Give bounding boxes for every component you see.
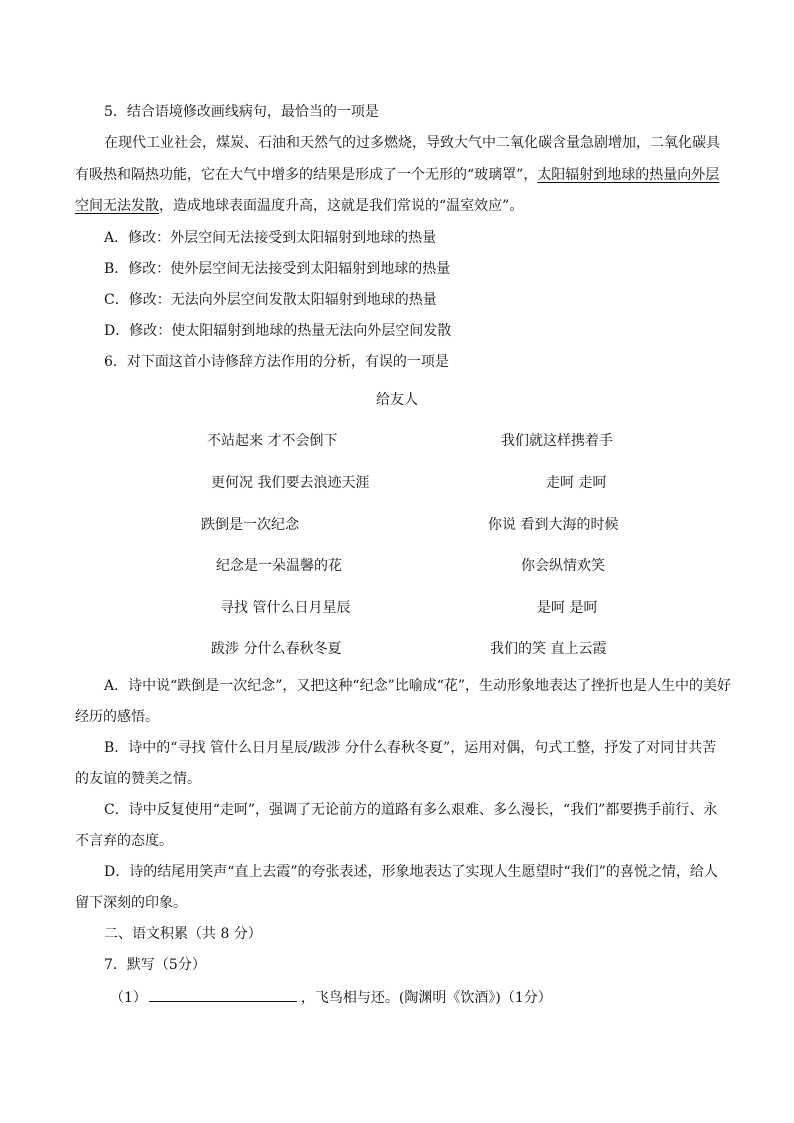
q7-item-text: ，飞鸟相与还。(陶渊明《饮酒》)（1分） — [300, 990, 552, 1006]
q5-passage-line-2 — [75, 166, 719, 184]
poem-title: 给友人 — [376, 392, 418, 408]
q5-option-a: A．修改：外层空间无法接受到太阳辐射到地球的热量 — [104, 230, 437, 246]
q6-option-d-line-1: D．诗的结尾用笑声“直上去霞”的夸张表述，形象地表达了实现人生愿望时“我们”的喜悦之情，给人 — [104, 864, 718, 880]
section-heading: 二、语文积累（共 8 分） — [104, 926, 262, 942]
poem-right-line: 我们就这样携着手 — [501, 433, 613, 449]
poem-right-line: 走呵 走呵 — [546, 475, 607, 491]
q6-option-b-line-1: B．诗中的“寻找 管什么日月星辰/跋涉 分什么春秋冬夏”，运用对偶，句式工整，抒发了对同甘共苦 — [104, 740, 717, 756]
poem-left-line: 不站起来 才不会倒下 — [207, 433, 338, 449]
q7-item-1 — [110, 987, 552, 1007]
q5-passage-text: ，造成地球表面温度升高，这就是我们常说的“温室效应”。 — [159, 198, 524, 214]
q5-passage-line-1: 在现代工业社会，煤炭、石油和天然气的过多燃烧，导致大气中二氧化碳含量急剧增加，二氧化碳具 — [104, 135, 720, 151]
q5-option-c: C．修改：无法向外层空间发散太阳辐射到地球的热量 — [104, 292, 437, 308]
q6-option-c-line-2: 不言弃的态度。 — [75, 833, 173, 849]
q6-option-d-line-2: 留下深刻的印象。 — [75, 895, 187, 911]
poem-right-line: 你说 看到大海的时候 — [488, 517, 619, 533]
poem-left-line: 寻找 管什么日月星辰 — [220, 600, 351, 616]
q5-option-b: B．修改：使外层空间无法接受到太阳辐射到地球的热量 — [104, 261, 451, 277]
q5-underlined-sentence-part-1: 太阳辐射到地球的热量向外层 — [537, 167, 720, 183]
q5-passage-line-3 — [75, 197, 523, 215]
poem-left-line: 纪念是一朵温馨的花 — [216, 558, 342, 574]
q7-item-number: （1） — [110, 990, 147, 1006]
poem-left-line: 跋涉 分什么春秋冬夏 — [211, 641, 342, 657]
q5-stem: 5．结合语境修改画线病句，最恰当的一项是 — [104, 104, 379, 120]
q6-option-b-line-2: 的友谊的赞美之情。 — [75, 771, 201, 787]
poem-left-line: 更何况 我们要去浪迹天涯 — [211, 475, 370, 491]
poem-right-line: 我们的笑 直上云霞 — [490, 641, 607, 657]
q6-stem: 6．对下面这首小诗修辞方法作用的分析，有误的一项是 — [104, 354, 449, 370]
q5-underlined-sentence-part-2: 空间无法发散 — [75, 198, 159, 214]
poem-right-line: 是呵 是呵 — [537, 600, 598, 616]
poem-left-line: 跌倒是一次纪念 — [201, 517, 299, 533]
poem-right-line: 你会纵情欢笑 — [521, 558, 605, 574]
q6-option-a-line-2: 经历的感悟。 — [75, 709, 159, 725]
q6-option-a-line-1: A．诗中说“跌倒是一次纪念”，又把这种“纪念”比喻成“花”，生动形象地表达了挫折也是人生中的美好 — [104, 678, 732, 694]
q5-passage-text: 有吸热和隔热功能，它在大气中增多的结果是形成了一个无形的“玻璃罩”， — [75, 167, 538, 183]
q5-option-d: D．修改：使太阳辐射到地球的热量无法向外层空间发散 — [104, 323, 452, 339]
q6-option-c-line-1: C．诗中反复使用“走呵”，强调了无论前方的道路有多么艰难、多么漫长，“我们”都要携手前行、永 — [104, 802, 718, 818]
q7-stem: 7．默写（5分） — [104, 957, 206, 973]
fill-in-blank[interactable] — [149, 987, 297, 1002]
